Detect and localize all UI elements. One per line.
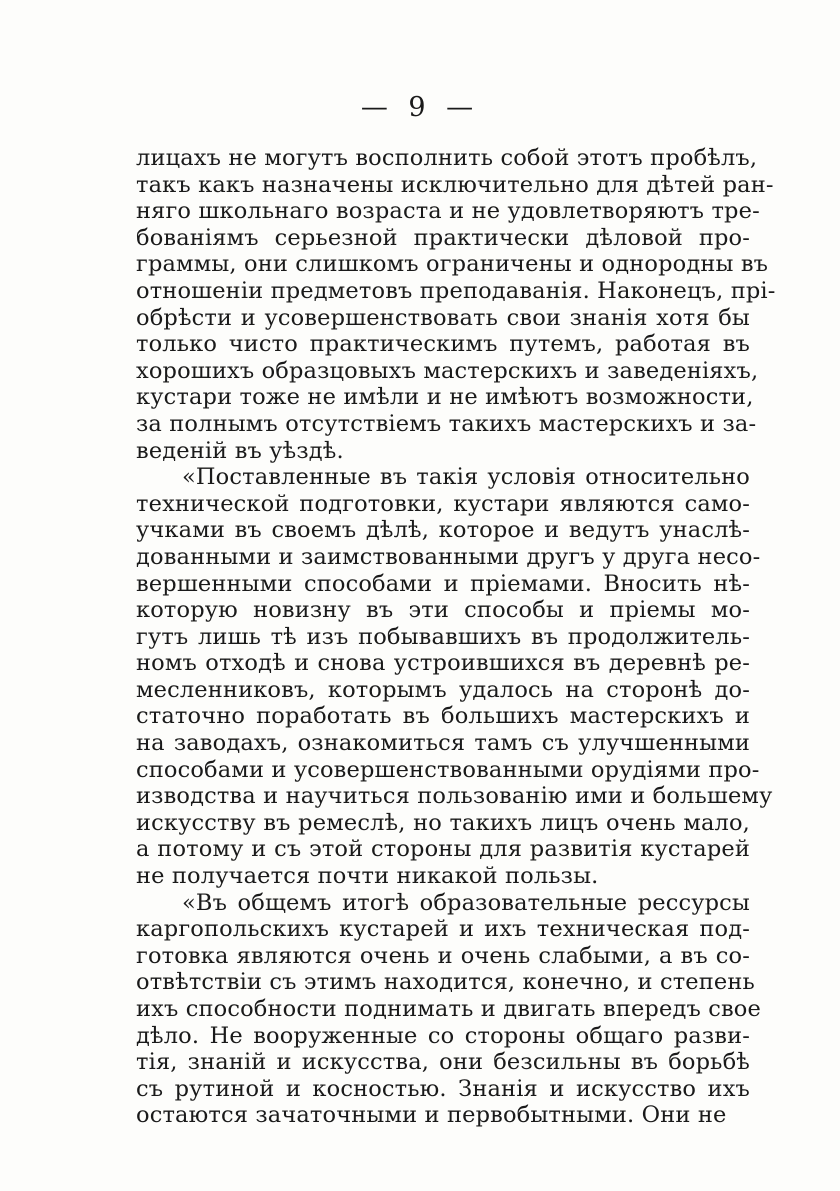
text-line: изводства и научиться пользованію ими и большему [136, 783, 773, 810]
text-line: обрѣсти и усовершенствовать свои знанія хотя бы [136, 304, 750, 331]
body-text [136, 145, 776, 1129]
text-line: искусству въ ремеслѣ, но такихъ лицъ очень мало, [136, 809, 750, 836]
paragraph [136, 464, 773, 890]
paragraph [136, 145, 776, 464]
page-number: — 9 — [360, 92, 480, 123]
text-line: только чисто практическимъ путемъ, работая въ [136, 331, 750, 358]
text-line: гутъ лишь тѣ изъ побывавшихъ въ продолжитель- [136, 623, 750, 650]
text-line: отвѣтствіи съ этимъ находится, конечно, и степень [136, 969, 755, 996]
text-line: «Въ общемъ итогѣ образовательные рессурсы [182, 889, 750, 916]
text-line: такъ какъ назначены исключительно для дѣтей ран- [136, 171, 774, 198]
text-line: способами и усовершенствованными орудіями про- [136, 756, 760, 783]
text-line: не получается почти никакой пользы. [136, 863, 599, 890]
text-line: ихъ способности поднимать и двигать впередъ свое [136, 996, 761, 1022]
text-line: отношеніи предметовъ преподаванія. Наконецъ, прі- [136, 277, 776, 304]
text-line: бованіямъ серьезной практически дѣловой про- [136, 224, 750, 251]
text-line: дѣло. Не вооруженные со стороны общаго разви- [136, 1022, 750, 1049]
text-line: учками въ своемъ дѣлѣ, которое и ведутъ унаслѣ- [136, 517, 750, 544]
text-line: веденій въ уѣздѣ. [136, 437, 344, 464]
text-line: технической подготовки, кустари являются само- [136, 490, 750, 517]
text-line: готовка являются очень и очень слабыми, а въ со- [136, 942, 750, 969]
text-line: за полнымъ отсутствіемъ такихъ мастерскихъ и за- [136, 410, 757, 437]
text-line: граммы, они слишкомъ ограничены и однородны въ [136, 251, 769, 278]
text-line: номъ отходѣ и снова устроившихся въ деревнѣ ре- [136, 650, 750, 677]
text-line: няго школьнаго возраста и не удовлетворяютъ тре- [136, 198, 760, 225]
text-line: тія, знаній и искусства, они безсильны въ борьбѣ [136, 1049, 750, 1076]
text-line: каргопольскихъ кустарей и ихъ техническая под- [136, 916, 750, 943]
text-line: месленниковъ, которымъ удалось на сторонѣ до- [136, 676, 750, 703]
text-line: дованными и заимствованными другъ у друга несо- [136, 543, 761, 570]
text-line: вершенными способами и пріемами. Вносить нѣ- [136, 570, 750, 597]
text-line: хорошихъ образцовыхъ мастерскихъ и заведеніяхъ, [136, 357, 759, 384]
text-line: остаются зачаточными и первобытными. Они не [136, 1102, 727, 1129]
paragraph [136, 889, 761, 1129]
text-line: кустари тоже не имѣли и не имѣютъ возможности, [136, 384, 754, 411]
text-line: лицахъ не могутъ восполнить собой этотъ пробѣлъ, [136, 145, 758, 171]
text-line: съ рутиной и косностью. Знанія и искусство ихъ [136, 1075, 750, 1102]
text-line: на заводахъ, ознакомиться тамъ съ улучшенными [136, 730, 750, 757]
text-line: статочно поработать въ большихъ мастерскихъ и [136, 703, 750, 730]
text-line: «Поставленные въ такія условія относительно [182, 464, 750, 491]
text-line: а потому и съ этой стороны для развитія кустарей [136, 836, 750, 863]
text-line: которую новизну въ эти способы и пріемы мо- [136, 597, 750, 624]
